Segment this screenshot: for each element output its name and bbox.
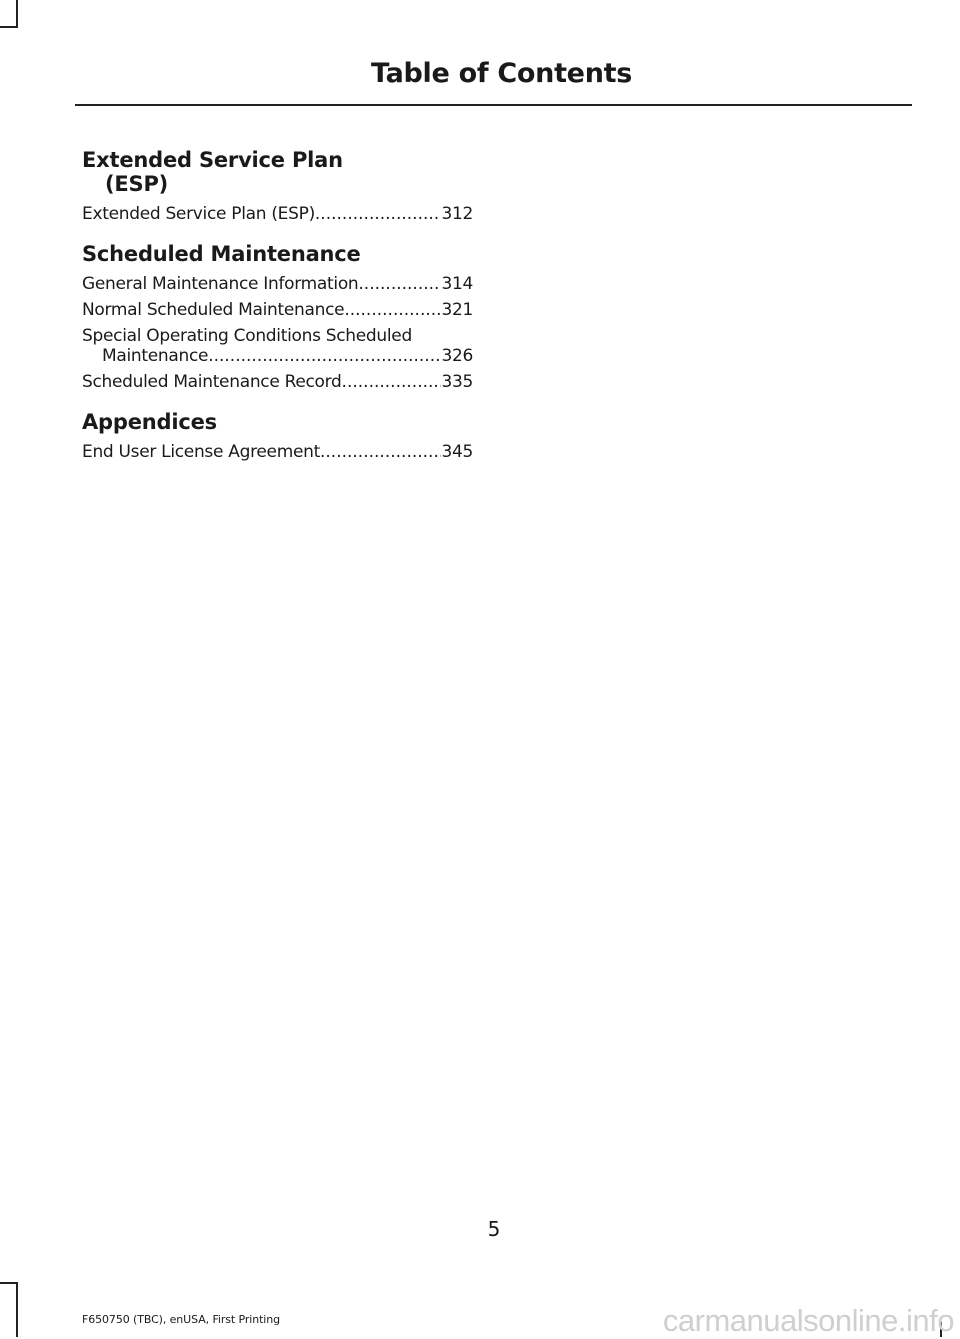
toc-entry-page: 321 [441,300,473,320]
crop-mark-bottom-left-h [0,1282,18,1284]
dot-leader [342,372,442,392]
toc-section-appendices [82,410,473,462]
dot-leader [208,346,441,366]
section-heading [82,242,473,266]
toc-entry[interactable] [82,372,473,392]
dot-leader [320,442,441,462]
toc-column [82,148,473,480]
toc-entry-page: 335 [441,372,473,392]
section-heading [82,148,473,196]
dot-leader [344,300,441,320]
toc-section-scheduled-maintenance [82,242,473,392]
toc-entry-page: 314 [441,274,473,294]
crop-mark-bottom-left [16,1282,18,1337]
toc-entry[interactable] [82,274,473,294]
crop-mark-top-left-h [0,26,18,28]
toc-entry-label-line1: Special Operating Conditions Scheduled [82,326,412,346]
toc-entry-label: Extended Service Plan (ESP) [82,204,315,224]
watermark: carmanualsonline.info [662,1303,954,1338]
page-title: Table of Contents [370,58,632,89]
toc-entry[interactable] [82,204,473,224]
toc-entry-label: General Maintenance Information [82,274,359,294]
dot-leader [315,204,442,224]
section-heading-line: (ESP) [105,172,169,196]
toc-entry-label: Normal Scheduled Maintenance [82,300,345,320]
toc-entry-page: 345 [441,442,473,462]
section-heading [82,410,473,434]
toc-entry-page: 326 [441,346,473,366]
toc-entry[interactable] [82,442,473,462]
toc-entry-page: 312 [441,204,473,224]
crop-mark-top-left [16,0,18,28]
section-heading-line: Extended Service Plan [82,148,343,172]
toc-entry-label: End User License Agreement [82,442,320,462]
toc-entry[interactable] [82,326,473,366]
toc-entry[interactable] [82,300,473,320]
page-number: 5 [487,1217,501,1241]
section-heading-line: Scheduled Maintenance [82,242,361,266]
toc-entry-label: Maintenance [102,346,209,366]
header-divider [75,104,912,106]
print-info: F650750 (TBC), enUSA, First Printing [82,1313,280,1326]
section-heading-line: Appendices [82,410,217,434]
dot-leader [358,274,441,294]
toc-entry-label: Scheduled Maintenance Record [82,372,342,392]
toc-section-esp [82,148,473,224]
